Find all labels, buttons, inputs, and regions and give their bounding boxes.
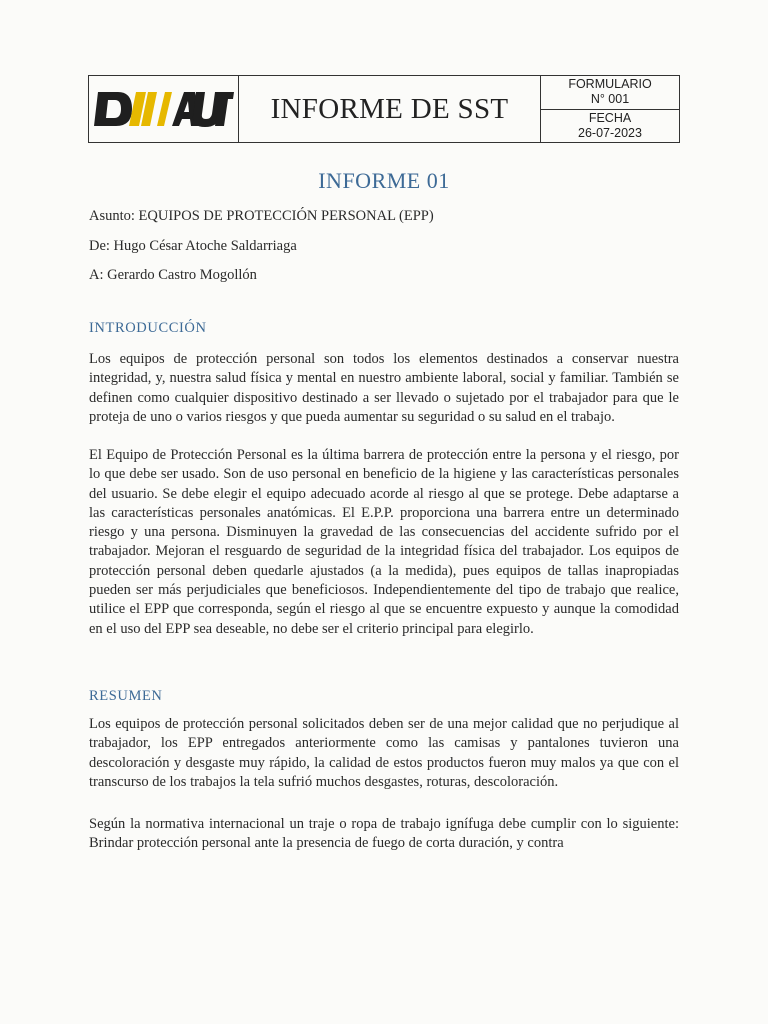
resumen-paragraph-1: Los equipos de protección personal solicitados deben ser de una mejor calidad que no perjudique al trabajador, los EPP entregados anteriormente como las camisas y pantalones tuvieron una descoloración y desgaste muy rápido, la calidad de estos productos fueron muy malos ya que con el transcurso de los trabajos la tela sufrió muchos desgastes, roturas, descoloración. [89, 716, 679, 790]
date-label: FECHA [588, 110, 632, 125]
form-label: FORMULARIO [568, 77, 652, 92]
report-to: A: Gerardo Castro Mogollón [89, 267, 257, 283]
form-date-block [541, 110, 679, 143]
document-header [88, 75, 680, 143]
form-number: N° 001 [590, 92, 630, 107]
report-from: De: Hugo César Atoche Saldarriaga [89, 238, 297, 254]
report-subject: Asunto: EQUIPOS DE PROTECCIÓN PERSONAL (EPP) [89, 208, 434, 224]
form-info-cell [541, 76, 679, 142]
form-number-block [541, 76, 679, 110]
intro-paragraph-2: El Equipo de Protección Personal es la última barrera de protección entre la persona y el riesgo, por lo que debe ser usado. Son de uso personal en beneficio de la higiene y las características personales del usuario. Se debe elegir el equipo adecuado acorde al riesgo al que se protege. Debe adaptarse a las características personales anatómicas. El E.P.P. proporciona una barrera entre un determinado riesgo y una persona. Disminuyen la gravedad de las consecuencias del accidente sufrido por el trabajador. Mejoran el resguardo de seguridad de la integridad física del trabajador. Los equipos de protección personal deben quedarle ajustados (a la medida), pues equipos de tallas inapropiadas pueden ser más perjudiciales que beneficiosos. Independientemente del tipo de trabajo que realice, utilice el EPP que corresponda, según el riesgo al que se encuentre expuesto y aunque la comodidad en el uso del EPP sea deseable, no debe ser el criterio principal para elegirlo. [89, 447, 679, 637]
logo-cell [89, 76, 239, 142]
header-title: INFORME DE SST [239, 76, 541, 142]
dinaut-logo [94, 86, 234, 132]
section-heading-resumen: RESUMEN [89, 688, 163, 704]
resumen-paragraph-2: Según la normativa internacional un traje o ropa de trabajo ignífuga debe cumplir con lo siguiente: Brindar protección personal ante la presencia de fuego de corta duración, y contra [89, 816, 679, 852]
report-title: INFORME 01 [318, 168, 450, 193]
date-value: 26-07-2023 [578, 125, 642, 140]
section-heading-introduccion: INTRODUCCIÓN [89, 320, 207, 336]
intro-paragraph-1: Los equipos de protección personal son todos los elementos destinados a conservar nuestra integridad, y, nuestra salud física y mental en nuestro ambiente laboral, social y familiar. También se definen como cualquier dispositivo destinado a ser llevado o sujetado por el trabajador para que le proteja de uno o varios riesgos y que pueda aumentar su seguridad o su salud en el trabajo. [89, 351, 679, 425]
